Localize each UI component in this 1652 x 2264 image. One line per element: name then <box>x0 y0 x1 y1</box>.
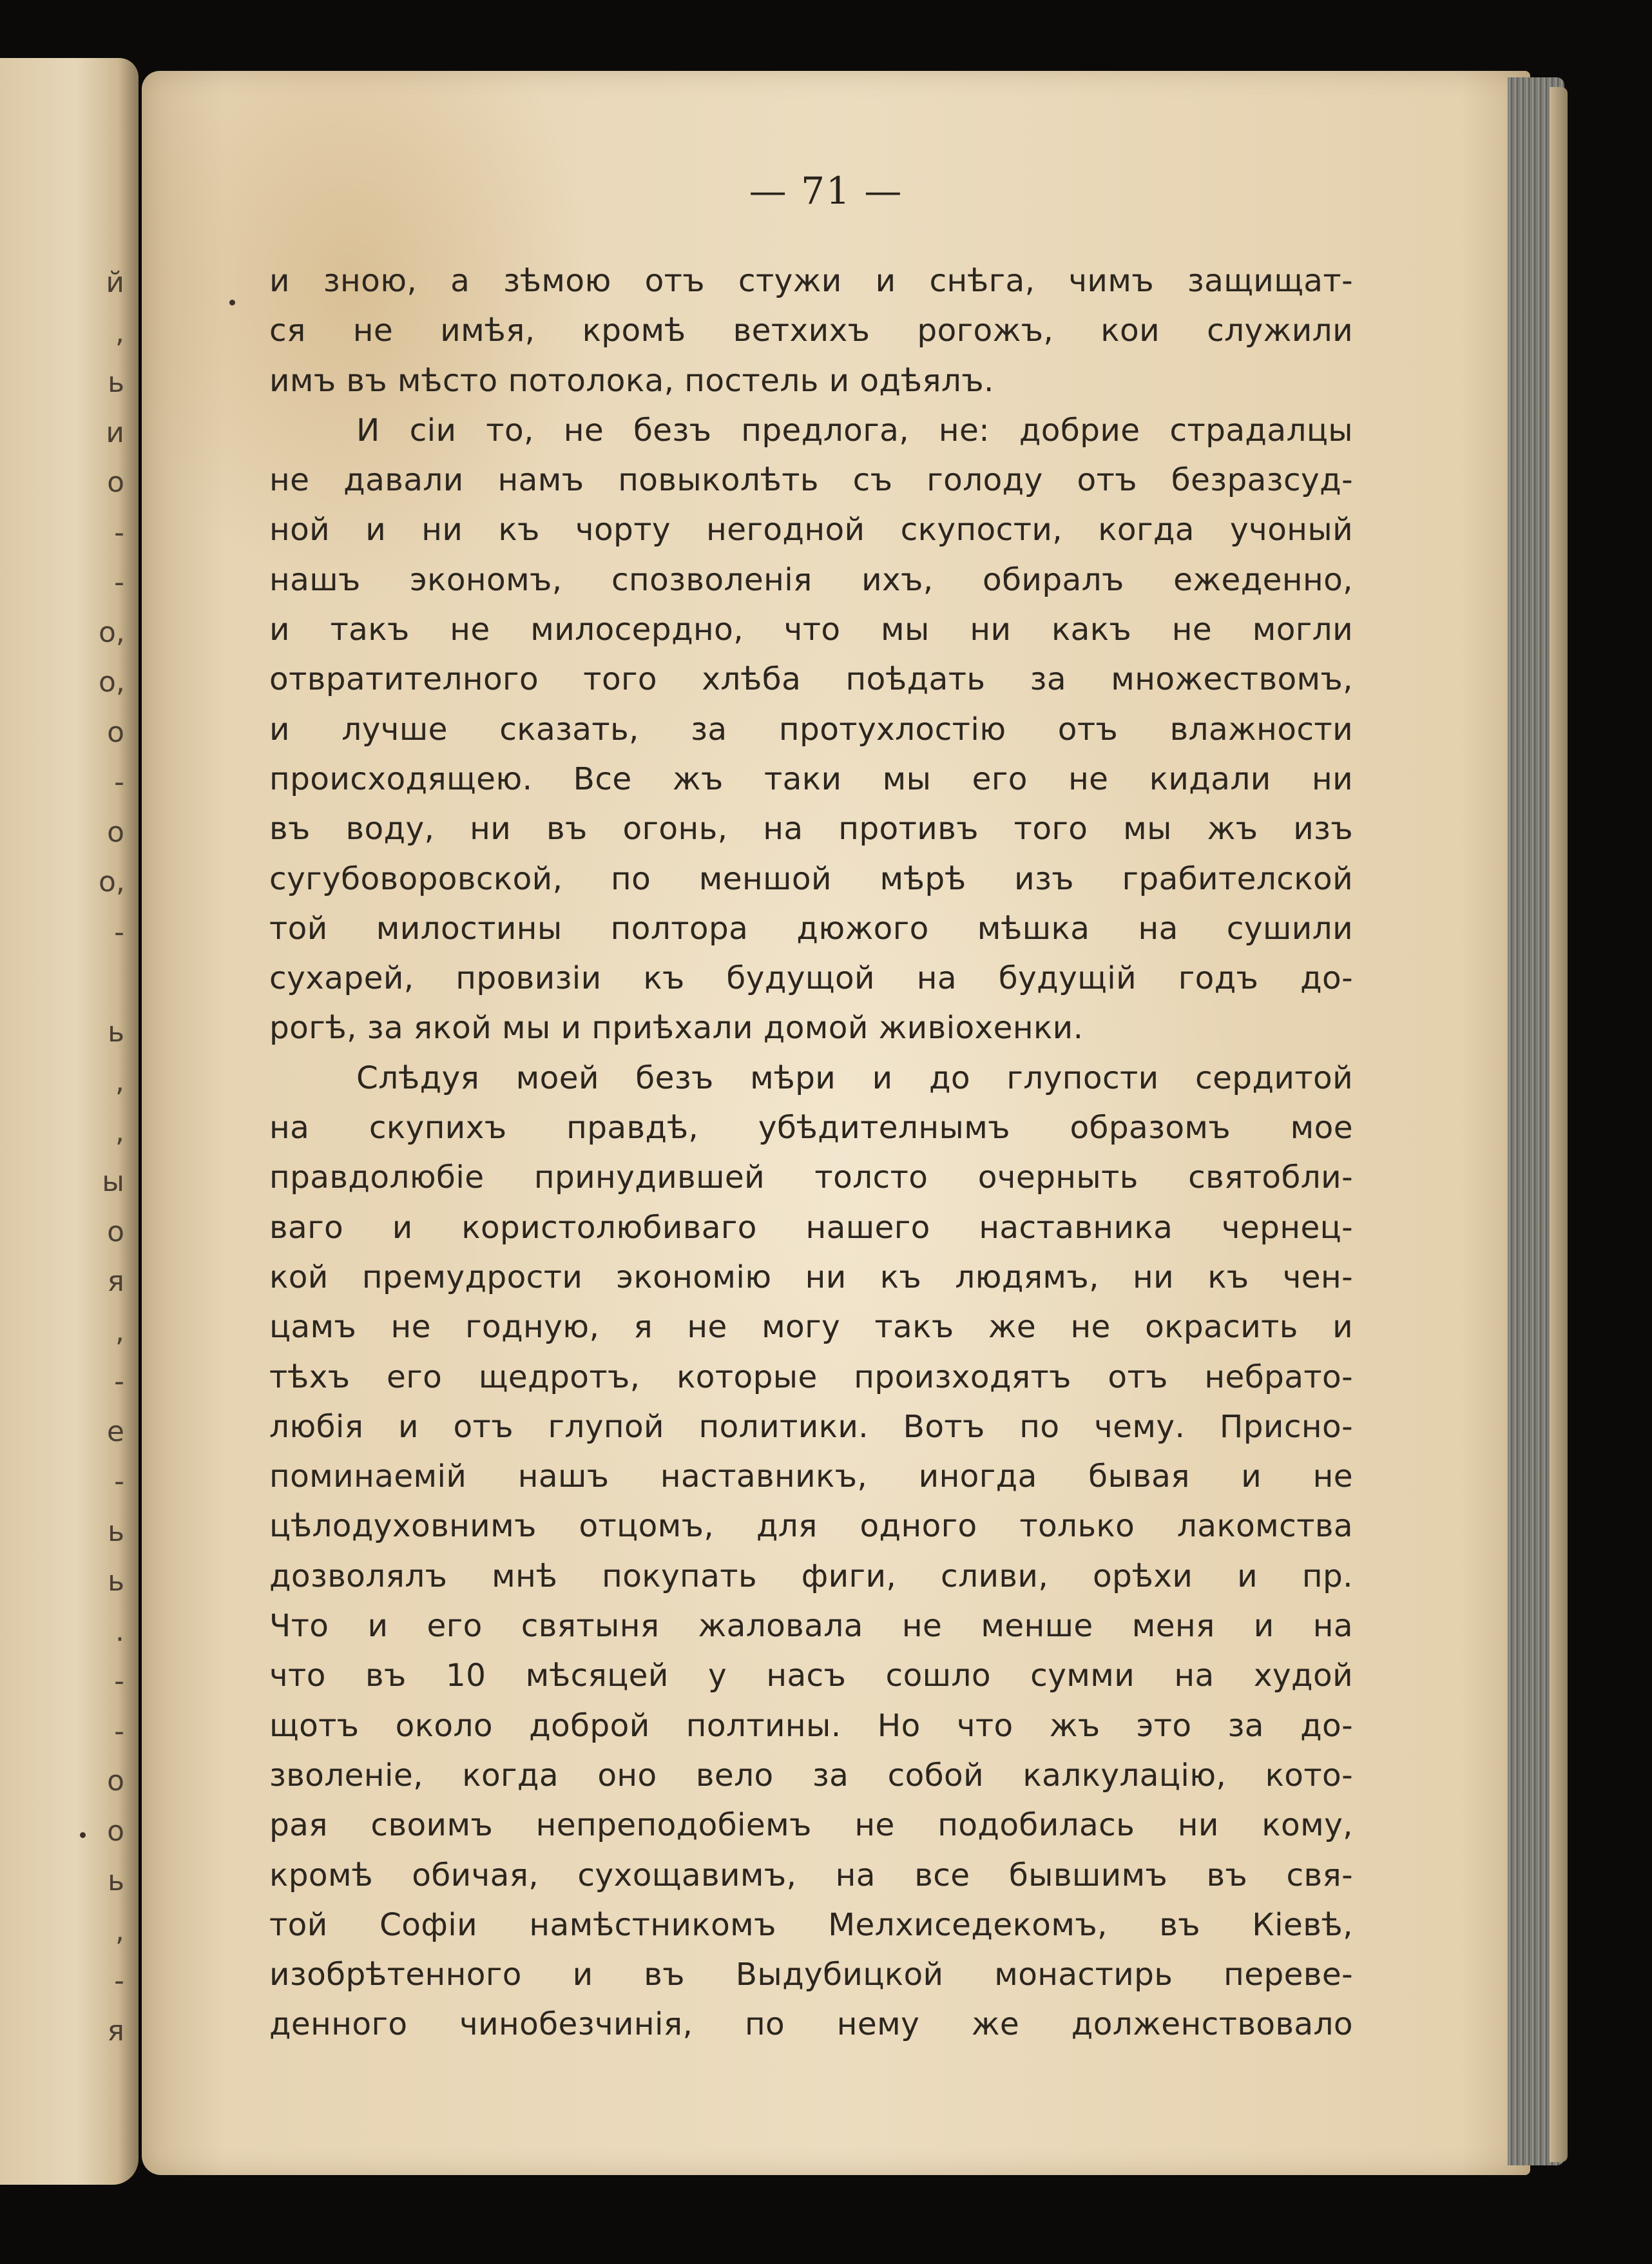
text-line: той милостины полтора дюжого мѣшка на сушили <box>269 910 1353 947</box>
text-line: щотъ около доброй полтины. Но что жъ это за до- <box>269 1707 1353 1744</box>
previous-page-line-fragment: о <box>107 715 124 749</box>
previous-page-line-fragment: , <box>115 1315 124 1348</box>
text-line: той Софіи намѣстникомъ Мелхиседекомъ, въ Кіевѣ, <box>269 1906 1353 1943</box>
previous-page-line-fragment: й <box>106 266 124 299</box>
previous-page-line-fragment: , <box>115 1914 124 1948</box>
previous-page-line-fragment: , <box>115 1065 124 1098</box>
text-line: изобрѣтенного и въ Выдубицкой монастирь переве- <box>269 1957 1353 1993</box>
previous-page-line-fragment: - <box>114 1665 124 1698</box>
previous-page-line-fragment: ь <box>108 1015 124 1049</box>
previous-page-line-fragment: ь <box>108 366 124 399</box>
text-line: рогѣ, за якой мы и приѣхали домой живіохенки. <box>269 1010 1084 1047</box>
previous-page-text-fragments <box>99 258 124 2056</box>
previous-page-line-fragment: - <box>114 915 124 949</box>
text-line: поминаемій нашъ наставникъ, иногда бывая и не <box>269 1458 1353 1495</box>
text-line: сугубоворовской, по меншой мѣрѣ изъ грабителской <box>269 860 1353 897</box>
page-number: — 71 — <box>749 169 903 213</box>
text-line: отвратителного того хлѣба поѣдать за множествомъ, <box>269 661 1353 698</box>
text-line: кой премудрости экономію ни къ людямъ, ни къ чен- <box>269 1259 1353 1295</box>
previous-page-line-fragment: о <box>107 815 124 849</box>
previous-page-line-fragment: и <box>106 416 124 449</box>
previous-page-line-fragment: - <box>114 766 124 798</box>
body-text <box>269 256 1353 2050</box>
text-line: нашъ экономъ, спозволенія ихъ, обиралъ ежеденно, <box>269 561 1353 598</box>
text-line: ся не имѣя, кромѣ ветхихъ рогожъ, кои служили <box>269 313 1353 349</box>
text-line: происходящею. Все жъ таки мы его не кидали ни <box>269 760 1353 797</box>
previous-page-line-fragment: о, <box>99 866 125 898</box>
text-line: ваго и користолюбиваго нашего наставника чернец- <box>269 1209 1353 1246</box>
text-line: ной и ни къ чорту негодной скупости, когда учоный <box>269 512 1353 548</box>
text-line: рая своимъ непреподобіемъ не подобилась ни кому, <box>269 1807 1353 1844</box>
text-line: Слѣдуя моей безъ мѣри и до глупости сердитой <box>356 1059 1353 1096</box>
text-line: правдолюбіе принудившей толсто очерныть святобли- <box>269 1159 1353 1196</box>
previous-page-line-fragment: о <box>107 1765 124 1797</box>
text-line: цамъ не годную, я не могу такъ же не окрасить и <box>269 1309 1353 1346</box>
text-line: и такъ не милосердно, что мы ни какъ не могли <box>269 612 1353 648</box>
text-line: денного чинобезчинія, по нему же долженствовало <box>269 2006 1353 2043</box>
previous-page-edge <box>0 58 139 2185</box>
previous-page-line-fragment: . <box>115 1614 124 1648</box>
previous-page-line-fragment: - <box>114 516 124 549</box>
text-line: въ воду, ни въ огонь, на противъ того мы жъ изъ <box>269 811 1353 847</box>
previous-page-line-fragment: ы <box>102 1165 124 1198</box>
previous-page-line-fragment: - <box>114 1714 124 1748</box>
previous-page-line-fragment: е <box>106 1415 124 1448</box>
previous-page-line-fragment: - <box>114 1465 124 1498</box>
text-line: И сіи то, не безъ предлога, не: добрие страдалцы <box>356 412 1353 449</box>
previous-page-line-fragment: - <box>114 566 124 599</box>
previous-page-line-fragment: о <box>107 466 124 499</box>
text-line: тѣхъ его щедротъ, которые произходятъ отъ небрато- <box>269 1359 1353 1395</box>
ink-speck <box>229 300 235 305</box>
text-line: любія и отъ глупой политики. Вотъ по чему. Присно- <box>269 1408 1353 1445</box>
text-line: и лучше сказать, за протухлостію отъ влажности <box>269 711 1353 748</box>
text-line: что въ 10 мѣсяцей у насъ сошло сумми на худой <box>269 1658 1353 1694</box>
previous-page-line-fragment: , <box>115 1115 124 1148</box>
text-line: Что и его святыня жаловала не менше меня и на <box>269 1608 1353 1645</box>
ink-speck <box>80 1832 86 1838</box>
previous-page-line-fragment: о <box>107 1814 124 1848</box>
previous-page-line-fragment <box>99 957 124 1007</box>
text-line: сухарей, провизіи къ будущой на будущій годъ до- <box>269 960 1353 997</box>
previous-page-line-fragment: ь <box>108 1565 124 1598</box>
previous-page-line-fragment: я <box>107 1265 124 1298</box>
previous-page-line-fragment: о, <box>99 615 125 649</box>
previous-page-line-fragment: , <box>115 316 124 349</box>
text-line: на скупихъ правдѣ, убѣдителнымъ образомъ мое <box>269 1110 1353 1147</box>
previous-page-line-fragment: о <box>107 1215 124 1248</box>
previous-page-line-fragment: - <box>114 1964 124 1997</box>
text-line: дозволялъ мнѣ покупать фиги, сливи, орѣхи и пр. <box>269 1558 1353 1594</box>
back-cover-edge <box>1550 87 1568 2162</box>
previous-page-line-fragment: я <box>107 2014 124 2047</box>
previous-page-line-fragment: о, <box>99 666 125 699</box>
text-line: цѣлодуховнимъ отцомъ, для одного только лакомства <box>269 1508 1353 1545</box>
text-line: имъ въ мѣсто потолока, постель и одѣялъ. <box>269 362 994 399</box>
text-line: не давали намъ повыколѣть съ голоду отъ безразсуд- <box>269 462 1353 499</box>
previous-page-line-fragment: ь <box>108 1864 124 1897</box>
previous-page-line-fragment: - <box>114 1365 124 1398</box>
text-line: зволеніе, когда оно вело за собой калкулацію, кото- <box>269 1757 1353 1794</box>
text-line: кромѣ обичая, сухощавимъ, на все бывшимъ въ свя- <box>269 1857 1353 1893</box>
text-line: и зною, а зѣмою отъ стужи и снѣга, чимъ защищат- <box>269 263 1353 299</box>
previous-page-line-fragment: ь <box>108 1514 124 1548</box>
